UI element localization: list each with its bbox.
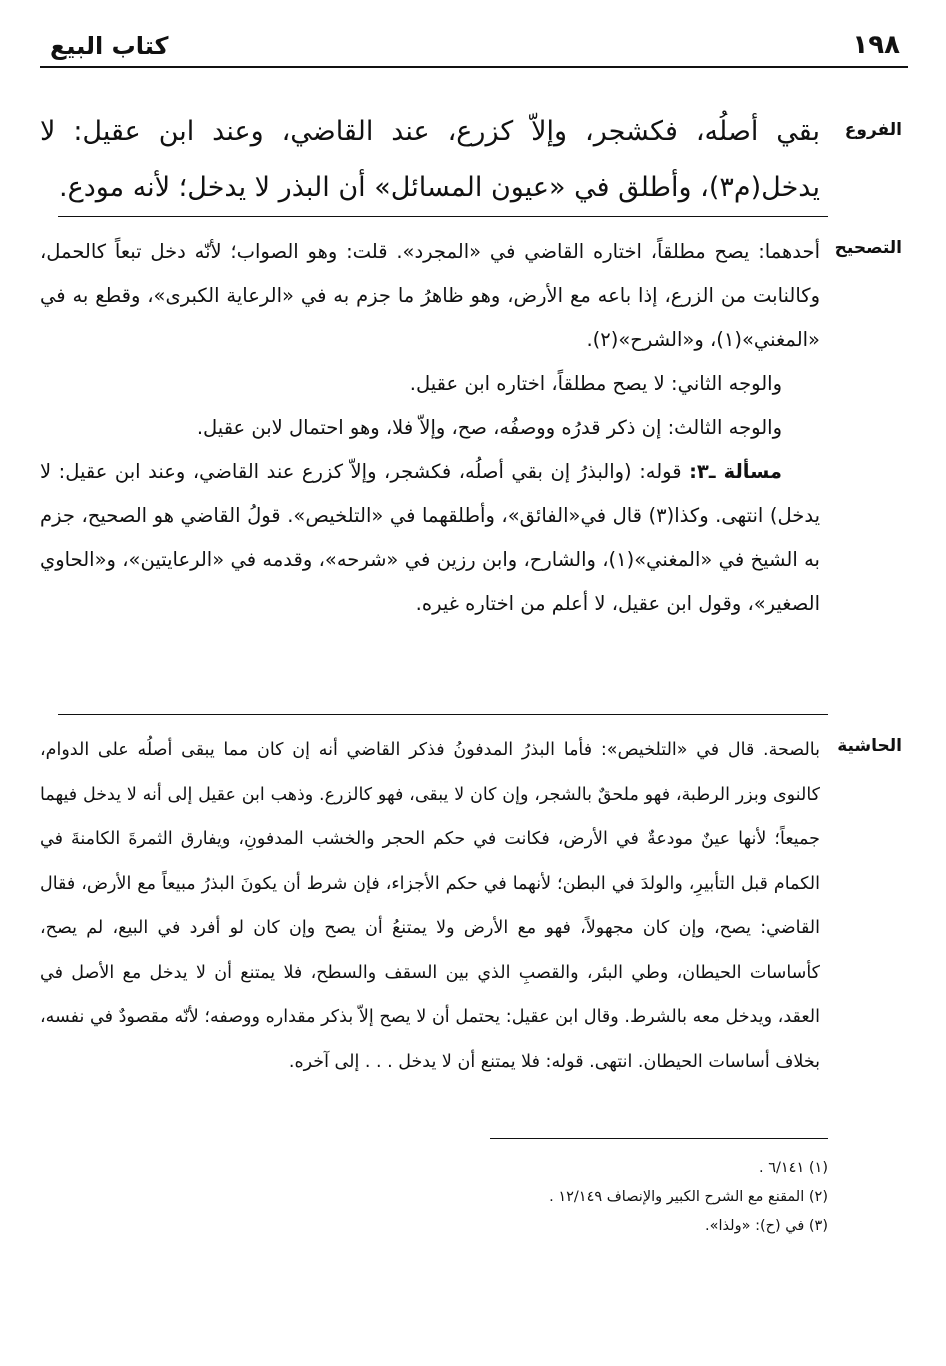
- section-label-hashiya: الحاشية: [837, 736, 902, 756]
- footnote-3: (٣) في (ح): «ولذا».: [705, 1218, 828, 1234]
- section-divider: [58, 714, 828, 715]
- section-label-furu: الفروع: [844, 120, 902, 140]
- page-number: ١٩٨: [852, 30, 900, 60]
- section-label-tashih: التصحيح: [834, 238, 902, 258]
- section-furu: [40, 104, 902, 210]
- tashih-paragraph-2: والوجه الثاني: لا يصح مطلقاً، اختاره ابن عقيل.: [409, 372, 782, 395]
- section-hashiya: [40, 728, 902, 1128]
- section-body-furu: [40, 104, 820, 216]
- furu-paragraph: بقي أصلُه، فكشجر، وإلاّ كزرع، عند القاضي، وعند ابن عقيل: لا يدخل(م٣)، وأطلق في «عيون المسائل» أن البذر لا يدخل؛ لأنه مودع.: [40, 116, 820, 203]
- footnote-divider: [490, 1138, 828, 1139]
- masala-label: مسألة ـ٣:: [689, 460, 783, 483]
- section-divider: [58, 216, 828, 217]
- footnote-1: (١) ٦/١٤١ .: [758, 1160, 828, 1176]
- section-body-hashiya: [40, 728, 820, 1084]
- footnotes: [128, 1154, 828, 1241]
- footnote-2: (٢) المقنع مع الشرح الكبير والإنصاف ١٢/١٤٩ .: [549, 1189, 828, 1205]
- masala-text: قوله: (والبذرُ إن بقي أصلُه، فكشجر، وإلاّ كزرع عند القاضي، وعند ابن عقيل: لا يدخل) انتهى. وكذا(٣) قال في«الفائق»، وأطلقهما في «التلخيص». قولُ القاضي هو الصحيح، جزم به الشيخ في «المغني»(١)، والشارح، وابن رزين في «شرحه»، وقدمه في «الرعايتين»، و«الحاوي الصغير»، وقول ابن عقيل، لا أعلم من اختاره غيره.: [40, 460, 820, 615]
- page-header: [40, 28, 908, 68]
- tashih-paragraph-4: [40, 450, 820, 626]
- section-tashih: [40, 230, 902, 700]
- section-body-tashih: [40, 230, 820, 626]
- tashih-paragraph-1: أحدهما: يصح مطلقاً، اختاره القاضي في «المجرد». قلت: وهو الصواب؛ لأنّه دخل تبعاً كالحمل، وكالنابت من الزرع، إذا باعه مع الأرض، وهو ظاهرُ ما جزم به في «الرعاية الكبرى»، وقطع به في «المغني»(١)، و«الشرح»(٢).: [40, 240, 820, 351]
- tashih-paragraph-3: والوجه الثالث: إن ذكر قدرُه ووصفُه، صح، وإلاّ فلا، وهو احتمال لابن عقيل.: [196, 416, 782, 439]
- running-title: كتاب البيع: [50, 32, 169, 60]
- hashiya-paragraph: بالصحة. قال في «التلخيص»: فأما البذرُ المدفونُ فذكر القاضي أنه إن كان مما يبقى أصلُه على الدوام، كالنوى وبزر الرطبة، فهو ملحقٌ بالشجر، وإن كان لا يبقى، فهو كالزرع. وذهب ابن عقيل إلى أنه لا يدخل فيهما جميعاً؛ لأنها عينٌ مودعةٌ في الأرض، فكانت في حكم الحجر والخشب المدفونِ، ويفارق الثمرةَ الكامنةَ في الكمام قبل التأبيرِ، والولدَ في البطن؛ لأنهما في حكم الأجزاء، فإن شرط أن يكونَ البذرُ مبيعاً مع الأرض، فقال القاضي: يصح، وإن كان مجهولاً، فهو مع الأرض ولا يمتنعُ أن يصح وإن كان لو أفرد في البيع، لم يصح، كأساسات الحيطان، وطي البئر، والقصبِ الذي بين السقف والسطح، فلا يمتنع أن لا يدخل مع الأصل في العقد، ويدخل معه بالشرط. وقال ابن عقيل: يحتمل أن لا يصح إلاّ بذكر مقداره ووصفه؛ لأنّه مقصودٌ في نفسه، بخلاف أساسات الحيطان. انتهى. قوله: فلا يمتنع أن لا يدخل . . . إلى آخره.: [40, 740, 820, 1072]
